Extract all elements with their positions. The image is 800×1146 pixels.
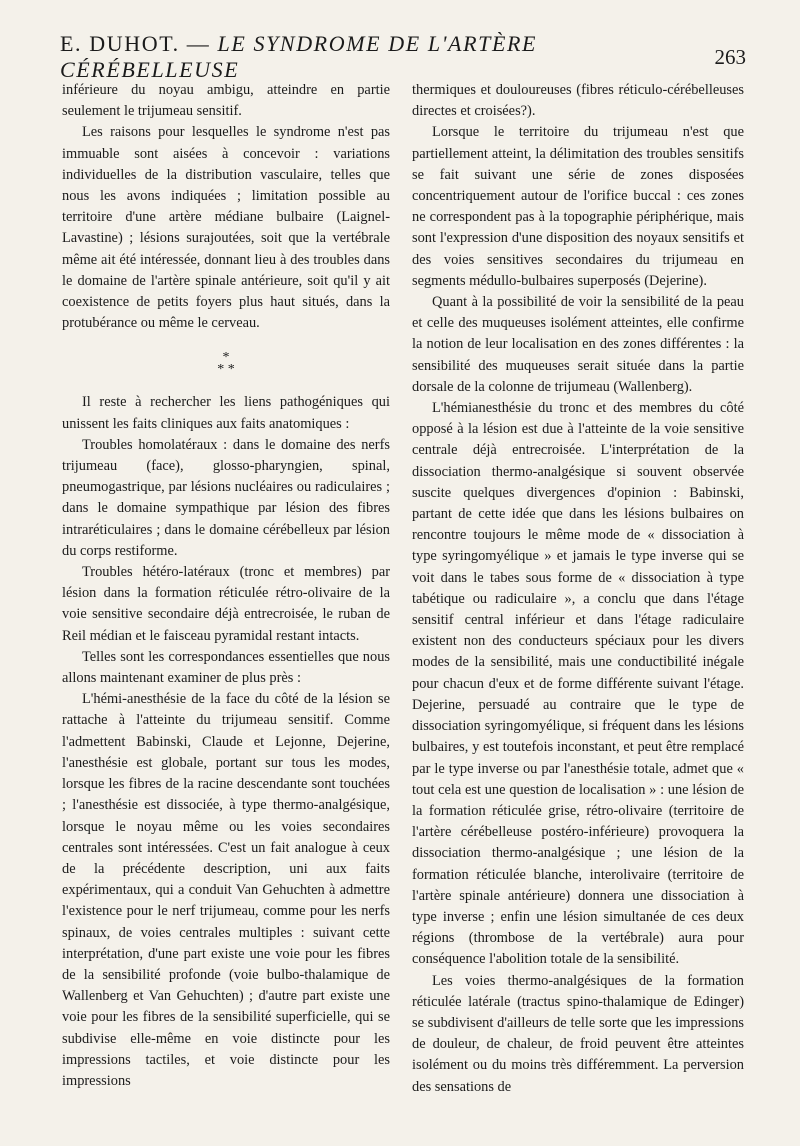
running-title (60, 31, 715, 83)
paragraph: Quant à la possibilité de voir la sensibilité de la peau et celle des muqueuses isolément atteintes, elle confirme la notion de leur localisation en des zones différentes : la sensibilité des muqueuses serait située dans la partie dorsale de la colonne de trijumeau (Wallenberg). (412, 294, 744, 395)
header-author: E. DUHOT. — (60, 31, 211, 56)
page-number: 263 (714, 44, 746, 69)
paragraph: inférieure du noyau ambigu, atteindre en partie seulement le trijumeau sensitif. (62, 82, 390, 120)
paragraph: L'hémianesthésie du tronc et des membres du côté opposé à la lésion est due à l'atteinte de la voie sensitive centrale déjà entrecroisée. L'interprétation de la dissociation thermo-analgésique si souvent observée suscite quelques divergences d'opinion : Babinski, partant de cette idée que dans les lésions bulbaires on rencontre toujours le même mode de « dissociation à type syringomyélique » et jamais le type inverse qui se voit dans le tabes sous forme de « dissociation à type tabétique ou radiculaire », a conclu que dans l'étage sensitif central inférieur et dans l'étage radiculaire existent non des conducteurs spéciaux pour les divers modes de la sensibilité, mais une conductibilité inégale pour chacun d'eux et de forme différente suivant l'étage. Dejerine, persuadé au contraire que le type de dissociation syringomyélique, si fréquent dans les lésions bulbaires, y est toutefois inconstant, et peut être remplacé par le type inverse ou par l'anesthésie totale, admet que « tout cela est une question de localisation » : une lésion de la formation réticulée grise, rétro-olivaire (territoire de l'artère cérébelleuse postéro-inférieure) provoquera la dissociation thermo-analgésique ; une lésion de la formation réticulée blanche, interolivaire (territoire de l'artère spinale antérieure) donnera une dissociation à type inverse ; enfin une lésion simultanée de ces deux régions (thrombose de la vertébrale) aura pour conséquence l'abolition totale de la sensibilité. (412, 400, 744, 968)
asterism-bottom: * * (217, 362, 235, 378)
paragraph: Lorsque le territoire du trijumeau n'est que partiellement atteint, la délimitation des troubles sensitifs se fait suivant une série de zones disposées concentriquement autour de l'orifice buccal : ces zones ne correspondent pas à la topographie périphérique, mais sont l'expression d'une disposition des noyaux sensitifs et des voies sensitives secondaires du trijumeau en segments médullo-bulbaires superposés (Dejerine). (412, 124, 744, 289)
right-column (412, 80, 744, 1098)
header-title: LE SYNDROME DE L'ARTÈRE CÉRÉBELLEUSE (60, 31, 538, 82)
paragraph: Troubles hétéro-latéraux (tronc et membres) par lésion dans la formation réticulée rétro-olivaire de la voie sensitive secondaire déjà entrecroisée, le ruban de Reil médian et le faisceau pyramidal restant intacts. (62, 564, 390, 644)
paragraph: L'hémi-anesthésie de la face du côté de la lésion se rattache à l'atteinte du trijumeau sensitif. Comme l'admettent Babinski, Claude et Lejonne, Dejerine, l'anesthésie est globale, portant sur tous les modes, lorsque les fibres de la racine descendante sont touchées ; l'anesthésie est dissociée, à type thermo-analgésique, lorsque le noyau même ou les voies secondaires centrales sont intéressées. C'est un fait analogue à ceux de la précédente description, uni aux faits expérimentaux, qui a conduit Van Gehuchten à admettre l'existence pour le nerf trijumeau, comme pour les nerfs spinaux, de voies centrales multiples : suivant cette interprétation, d'une part existe une voie pour les fibres de la sensibilité profonde (voie bulbo-thalamique de Wallenberg et Van Gehuchten) ; d'autre part existe une voie pour les fibres de la sensibilité superficielle, qui se subdivise elle-même en voie distincte pour les impressions tactiles, et voie distincte pour les impressions (62, 691, 390, 1089)
paragraph: Les raisons pour lesquelles le syndrome n'est pas immuable sont aisées à concevoir : variations individuelles de la distribution vasculaire, telles que nous les avons indiquées ; limitation possible au territoire d'une artère médiane bulbaire (Laignel-Lavastine) ; lésions surajoutées, soit que la vertébrale même ait été intéressée, donnant lieu à des troubles dans le domaine de l'artère spinale antérieure, soit qu'il y ait coexistence de petits foyers plus haut situés, dans la protubérance ou même le cerveau. (62, 124, 390, 332)
paragraph: Il reste à rechercher les liens pathogéniques qui unissent les faits cliniques aux faits anatomiques : (62, 394, 390, 432)
paragraph: Troubles homolatéraux : dans le domaine des nerfs trijumeau (face), glosso-pharyngien, spinal, pneumogastrique, par lésions nucléaires ou radiculaires ; dans le domaine sympathique par lésion des fibres intraréticulaires ; dans le domaine cérébelleux par lésion du corps restiforme. (62, 436, 390, 559)
section-separator (62, 352, 390, 376)
running-header (60, 31, 746, 82)
asterism-top: * (222, 350, 230, 366)
left-column (62, 80, 390, 1092)
paragraph: Les voies thermo-analgésiques de la formation réticulée latérale (tractus spino-thalamique de Edinger) se subdivisent d'ailleurs de telle sorte que les impressions de douleur, de chaleur, de froid peuvent être atteintes isolément ou du moins très différemment. La perversion des sensations de (412, 972, 744, 1095)
paragraph: thermiques et douloureuses (fibres réticulo-cérébelleuses directes et croisées?). (412, 82, 744, 120)
paragraph: Telles sont les correspondances essentielles que nous allons maintenant examiner de plus près : (62, 648, 390, 687)
